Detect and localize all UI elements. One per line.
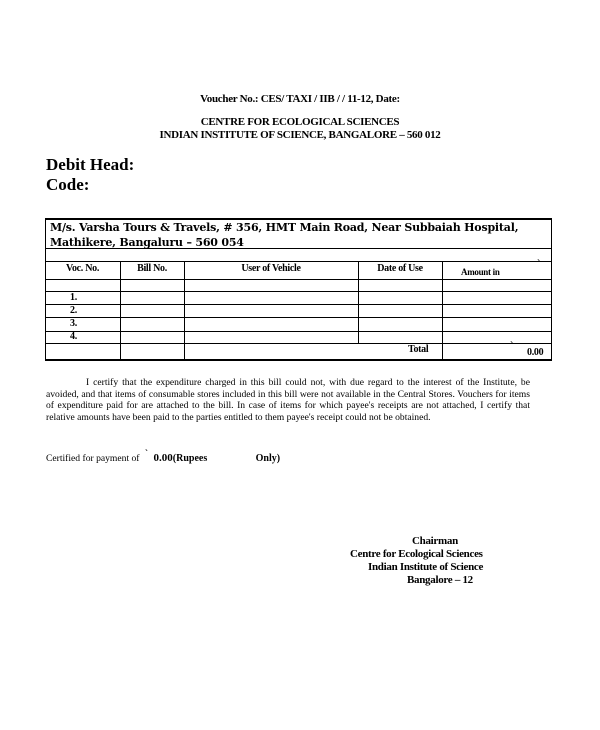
certified-payment-label: Certified for payment of — [46, 453, 140, 464]
rupee-symbol: ` — [144, 448, 149, 459]
certified-payment-line — [46, 448, 281, 464]
certified-amount: 0.00 — [153, 452, 173, 464]
rupees-label: (Rupees — [172, 453, 208, 464]
certification-body: I certify that the expenditure charged in this bill could not, with due regard to the interest of the Institute, be avoided, and that items of consumable stores included in this bill were not available in the Central Stores. Vouchers for items of expenditure paid for are attached to the bill. In case of items for which payee's receipts are not attached, I certify that relative amounts have been paid to the parties entitled to them payee's receipt could not be obtained. — [46, 377, 530, 423]
row-divider — [45, 331, 552, 332]
voucher-number-line: Voucher No.: CES/ TAXI / IIB / / 11-12, Date: — [200, 93, 400, 105]
col-header-user: User of Vehicle — [241, 263, 301, 274]
row-number: 1. — [70, 292, 77, 303]
row-number: 4. — [70, 331, 77, 342]
row-divider — [45, 317, 552, 318]
code-label: Code: — [46, 175, 90, 194]
signatory-title: Chairman — [412, 535, 458, 547]
table-border — [45, 218, 46, 361]
signatory-city: Bangalore – 12 — [407, 574, 473, 586]
col-divider — [120, 261, 121, 360]
row-divider — [45, 261, 552, 262]
row-divider — [45, 291, 552, 292]
debit-head-label: Debit Head: — [46, 155, 135, 174]
table-border — [45, 359, 552, 361]
col-divider — [442, 261, 443, 360]
col-divider — [184, 261, 185, 360]
only-label: Only) — [255, 453, 281, 464]
certification-text — [46, 377, 530, 423]
row-number: 3. — [70, 318, 77, 329]
vendor-address: M/s. Varsha Tours & Travels, # 356, HMT Main Road, Near Subbaiah Hospital, Mathikere, Bangaluru – 560 054 — [50, 221, 519, 249]
row-divider — [45, 304, 552, 305]
row-number: 2. — [70, 305, 77, 316]
rupee-symbol: ` — [510, 341, 514, 352]
row-divider — [45, 279, 552, 280]
col-header-bill-no: Bill No. — [137, 263, 167, 274]
col-header-amount: Amount in — [461, 267, 500, 277]
total-label: Total — [408, 344, 429, 355]
signatory-institute: Indian Institute of Science — [368, 561, 484, 573]
table-border — [551, 218, 552, 361]
col-header-voc-no: Voc. No. — [65, 263, 100, 274]
signatory-centre: Centre for Ecological Sciences — [350, 548, 483, 560]
centre-name: CENTRE FOR ECOLOGICAL SCIENCES — [200, 116, 400, 128]
institute-name: INDIAN INSTITUTE OF SCIENCE, BANGALORE – 560 012 — [159, 129, 441, 141]
col-header-date: Date of Use — [377, 263, 423, 274]
row-divider — [45, 343, 552, 344]
total-value: 0.00 — [527, 347, 544, 358]
rupee-symbol: ` — [537, 259, 541, 270]
